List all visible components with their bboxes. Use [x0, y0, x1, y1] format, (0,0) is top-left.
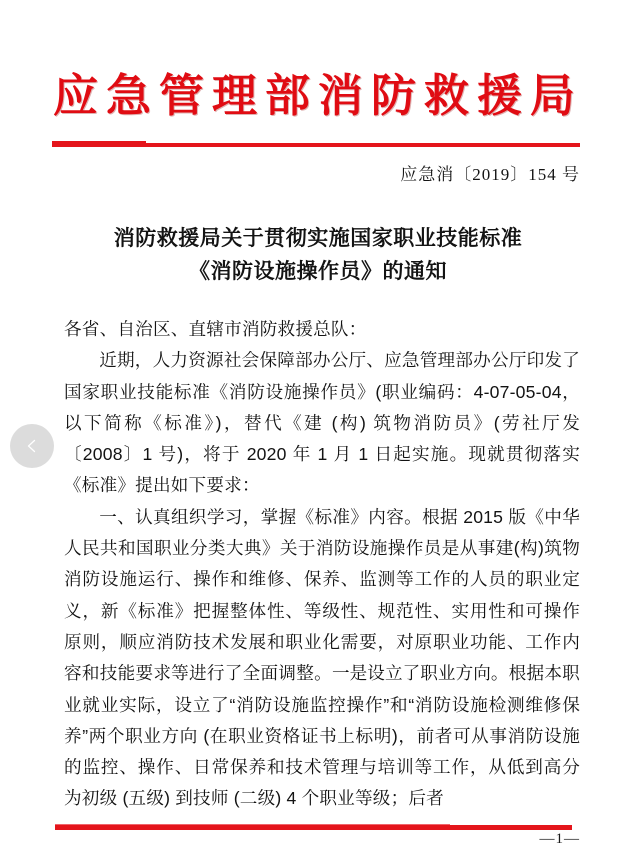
paragraph-section-one: [64, 502, 580, 815]
document-title-line-1: 消防救援局关于贯彻实施国家职业技能标准: [113, 227, 523, 250]
masthead-title: 应急管理部消防救援局: [52, 71, 583, 121]
document-title: [70, 222, 566, 288]
chevron-left-icon: [23, 437, 41, 455]
section-one-heading: 一、认真组织学习，掌握《标准》内容。: [99, 506, 423, 527]
page-number: —1—: [539, 831, 580, 847]
document-body: [64, 314, 580, 815]
masthead: [0, 71, 628, 121]
footer-divider: [55, 824, 572, 830]
masthead-divider-bar: [52, 143, 580, 147]
paragraph-intro: 近期，人力资源社会保障部办公厅、应急管理部办公厅印发了国家职业技能标准《消防设施操作员》(职业编码：4-07-05-04，以下简称《标准》)，替代《建 (构) 筑物消防员》(劳社厅发〔2008〕1 号)，将于 2020 年 1 月 1 日起实施。现就贯彻落实《标准》提出如下要求：: [64, 350, 580, 496]
section-one-text-part-2: 根据本职业就业实际，设立了“消防设施监控操作”和“消防设施检测维修保养”两个职业方向 (在职业资格证书上标明)，前者可从事消防设施的监控、操作、日常保养和技术管理与培训等工作，从低到高分为初级 (五级) 到技师 (二级) 4 个职业等级；后者: [64, 663, 580, 809]
footer-divider-bar: [55, 825, 572, 830]
salutation: 各省、自治区、直辖市消防救援总队：: [64, 319, 367, 339]
section-one-emphasis: 一是设立了职业方向。: [331, 663, 509, 684]
previous-page-button[interactable]: [10, 424, 54, 468]
document-title-line-2: 《消防设施操作员》的通知: [189, 260, 447, 283]
masthead-divider: [52, 141, 580, 147]
document-number: 应急消〔2019〕154 号: [400, 165, 580, 184]
section-one-text-part-1: 根据 2015 版《中华人民共和国职业分类大典》关于消防设施操作员是从事建(构)筑物消防设施运行、操作和维修、保养、监测等工作的人员的职业定义，新《标准》把握整体性、等级性、规范性、实用性和可操作原则，顺应消防技术发展和职业化需要，对原职业功能、工作内容和技能要求等进行了全面调整。: [64, 506, 580, 684]
